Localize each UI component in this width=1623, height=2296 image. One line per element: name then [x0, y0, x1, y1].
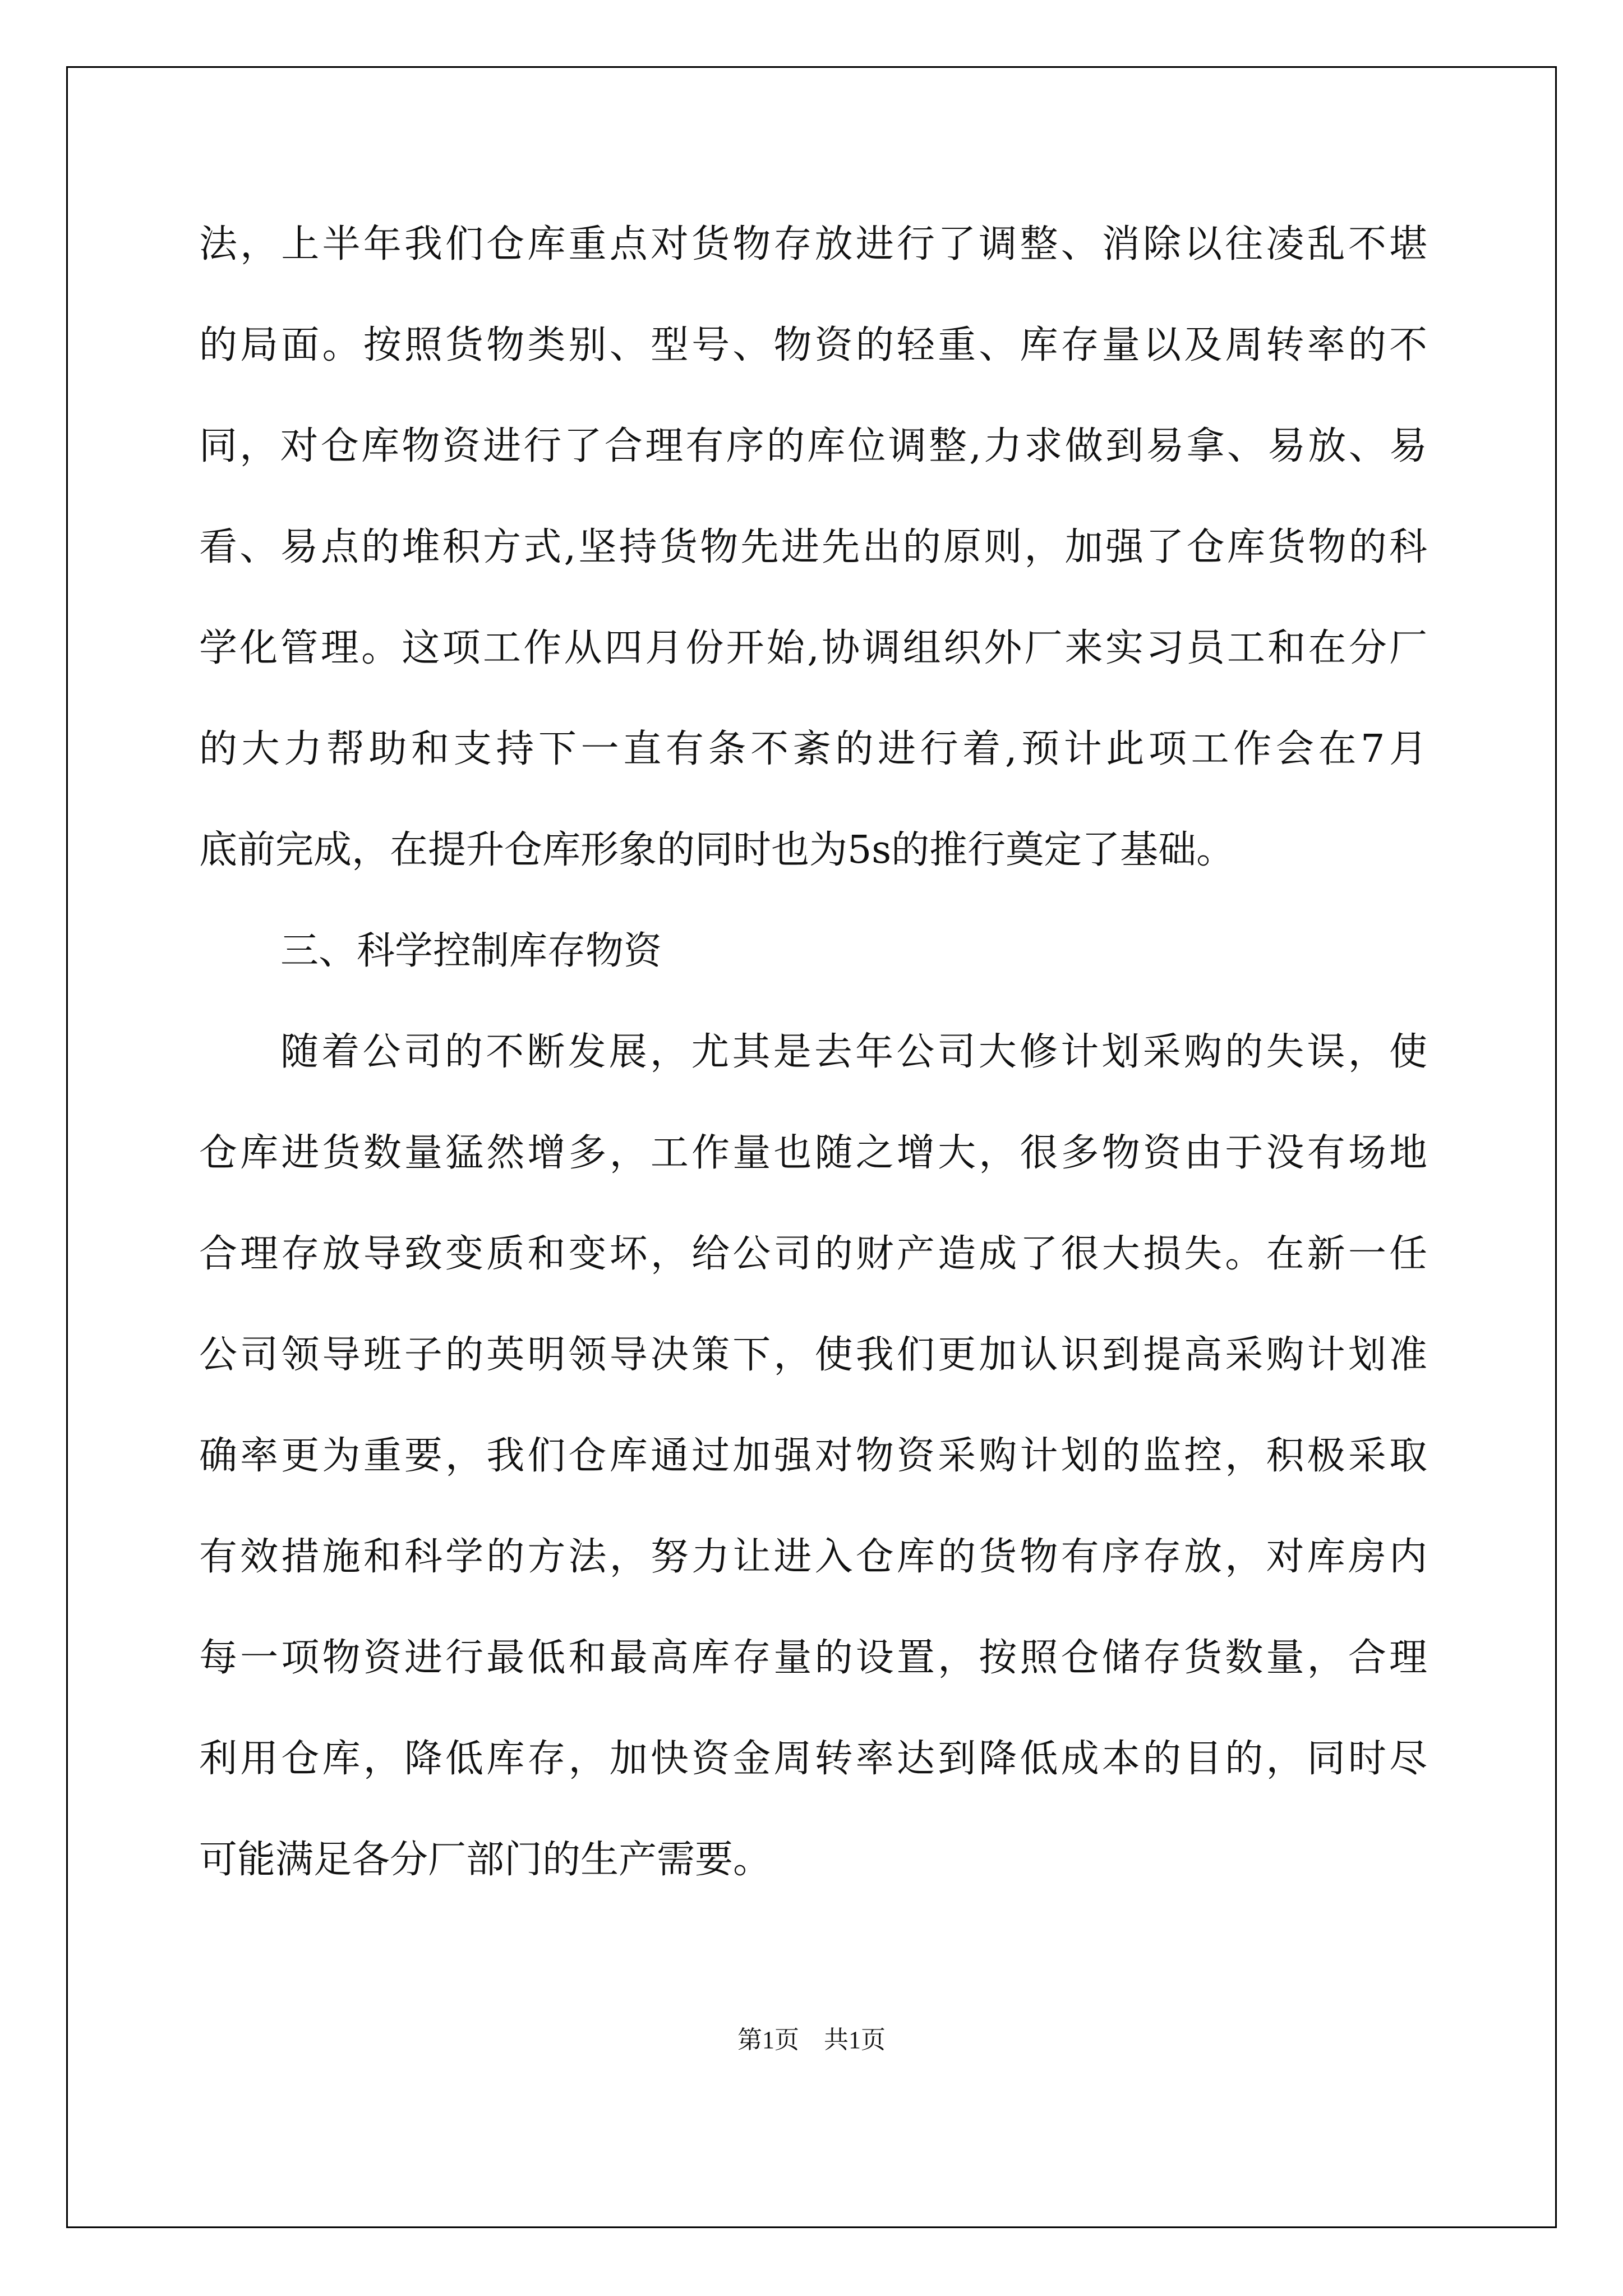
paragraph-line: 确率更为重要，我们仓库通过加强对物资采购计划的监控，积极采取: [199, 1434, 1427, 1478]
paragraph-line: 同，对仓库物资进行了合理有序的库位调整,力求做到易拿、易放、易: [199, 424, 1427, 468]
paragraph-line: 公司领导班子的英明领导决策下，使我们更加认识到提高采购计划准: [199, 1333, 1427, 1377]
paragraph-line: 学化管理。这项工作从四月份开始,协调组织外厂来实习员工和在分厂: [199, 626, 1427, 670]
paragraph-line: 的局面。按照货物类别、型号、物资的轻重、库存量以及周转率的不: [199, 323, 1427, 367]
paragraph-line: 随着公司的不断发展，尤其是去年公司大修计划采购的失误，使: [280, 1030, 1427, 1074]
paragraph-line: 的大力帮助和支持下一直有条不紊的进行着,预计此项工作会在7月: [199, 727, 1427, 771]
section-heading: 三、科学控制库存物资: [280, 929, 662, 973]
paragraph-line: 底前完成，在提升仓库形象的同时也为5s的推行奠定了基础。: [199, 828, 1235, 872]
paragraph-line: 有效措施和科学的方法，努力让进入仓库的货物有序存放，对库房内: [199, 1535, 1427, 1579]
paragraph-line: 法，上半年我们仓库重点对货物存放进行了调整、消除以往凌乱不堪: [199, 222, 1427, 266]
paragraph-line: 利用仓库，降低库存，加快资金周转率达到降低成本的目的，同时尽: [199, 1737, 1427, 1781]
paragraph-line: 看、易点的堆积方式,坚持货物先进先出的原则，加强了仓库货物的科: [199, 525, 1427, 569]
paragraph-line: 合理存放导致变质和变坏，给公司的财产造成了很大损失。在新一任: [199, 1232, 1427, 1276]
page-number-footer: 第1页 共1页: [737, 2026, 886, 2054]
paragraph-line: 可能满足各分厂部门的生产需要。: [199, 1838, 772, 1882]
paragraph-line: 仓库进货数量猛然增多，工作量也随之增大，很多物资由于没有场地: [199, 1131, 1427, 1175]
paragraph-line: 每一项物资进行最低和最高库存量的设置，按照仓储存货数量，合理: [199, 1636, 1427, 1680]
